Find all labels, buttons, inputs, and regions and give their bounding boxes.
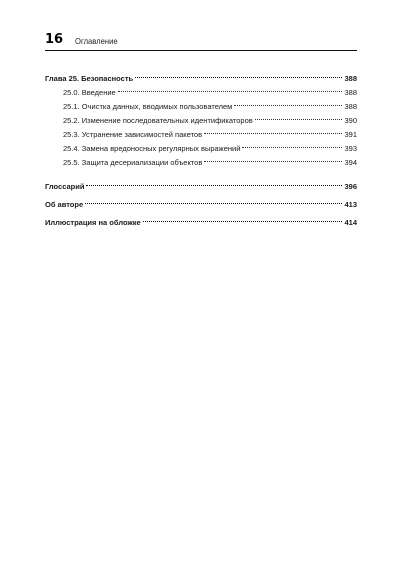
toc-entry-page: 388 bbox=[344, 74, 357, 83]
toc-entry-label: Глава 25. Безопасность bbox=[45, 72, 134, 86]
toc-section-25-1[interactable] bbox=[45, 95, 357, 109]
toc-entry-page: 388 bbox=[344, 102, 357, 111]
running-title: Оглавление bbox=[75, 36, 118, 46]
header-rule bbox=[45, 50, 357, 51]
toc-entry-page: 394 bbox=[344, 158, 357, 167]
table-of-contents bbox=[45, 67, 357, 225]
toc-about-author[interactable] bbox=[45, 193, 357, 207]
toc-entry-page: 396 bbox=[344, 182, 357, 191]
toc-entry-page: 393 bbox=[344, 144, 357, 153]
toc-entry-label: Иллюстрация на обложке bbox=[45, 216, 142, 230]
toc-section-25-4[interactable] bbox=[45, 137, 357, 151]
toc-entry-label: 25.0. Введение bbox=[63, 86, 117, 100]
dot-leader bbox=[84, 193, 343, 207]
toc-section-25-5[interactable] bbox=[45, 151, 357, 165]
toc-entry-label: 25.4. Замена вредоносных регулярных выражений bbox=[63, 142, 241, 156]
dot-leader bbox=[85, 175, 343, 189]
dot-leader bbox=[203, 123, 343, 137]
toc-entry-label: 25.1. Очистка данных, вводимых пользователем bbox=[63, 100, 233, 114]
toc-entry-page: 413 bbox=[344, 200, 357, 209]
toc-section-25-0[interactable] bbox=[45, 81, 357, 95]
toc-cover-illustration[interactable] bbox=[45, 211, 357, 225]
toc-entry-label: 25.5. Защита десериализации объектов bbox=[63, 156, 203, 170]
toc-entry-label: 25.3. Устранение зависимостей пакетов bbox=[63, 128, 203, 142]
toc-entry-page: 388 bbox=[344, 88, 357, 97]
toc-entry-label: Об авторе bbox=[45, 198, 84, 212]
dot-leader bbox=[142, 211, 344, 225]
page-header bbox=[45, 31, 357, 51]
dot-leader bbox=[254, 109, 344, 123]
toc-entry-label: Глоссарий bbox=[45, 180, 85, 194]
dot-leader bbox=[117, 81, 344, 95]
toc-entry-page: 391 bbox=[344, 130, 357, 139]
dot-leader bbox=[134, 67, 343, 81]
toc-section-25-2[interactable] bbox=[45, 109, 357, 123]
page-number: 16 bbox=[45, 32, 64, 47]
dot-leader bbox=[233, 95, 343, 109]
toc-section-25-3[interactable] bbox=[45, 123, 357, 137]
toc-entry-page: 390 bbox=[344, 116, 357, 125]
toc-chapter-25[interactable] bbox=[45, 67, 357, 81]
toc-glossary[interactable] bbox=[45, 175, 357, 189]
dot-leader bbox=[241, 137, 343, 151]
toc-entry-label: 25.2. Изменение последовательных идентификаторов bbox=[63, 114, 254, 128]
dot-leader bbox=[203, 151, 343, 165]
toc-entry-page: 414 bbox=[344, 218, 357, 227]
